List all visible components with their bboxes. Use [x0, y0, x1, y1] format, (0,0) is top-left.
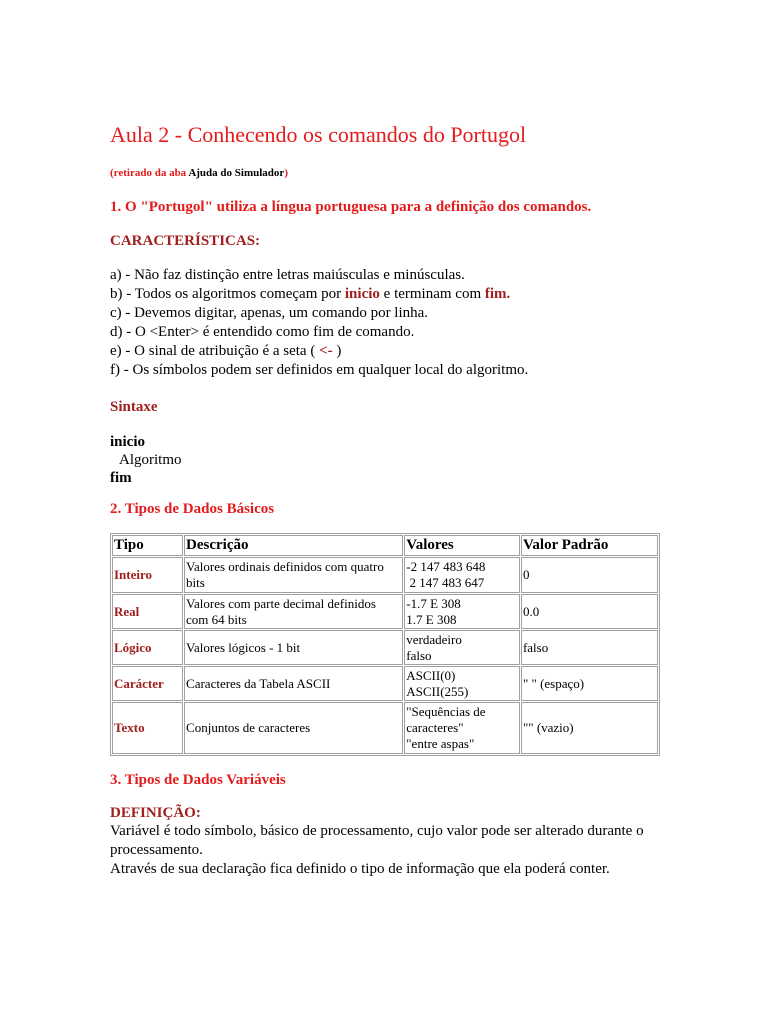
list-item: f) - Os símbolos podem ser definidos em qualquer local do algoritmo. — [110, 362, 529, 378]
list-item — [110, 342, 728, 361]
cell-valores — [404, 666, 520, 701]
cell-valores — [404, 557, 520, 593]
valor-line: 2 147 483 647 — [406, 575, 485, 590]
subtitle-prefix: (retirado da aba — [110, 167, 189, 179]
section-1-heading: 1. O "Portugol" utiliza a língua portuguesa para a definição dos comandos. — [110, 199, 592, 215]
caracteristicas-heading: CARACTERÍSTICAS: — [110, 233, 261, 249]
cell-tipo: Real — [112, 594, 183, 629]
table-header-row — [112, 535, 658, 556]
section-3-heading: 3. Tipos de Dados Variáveis — [110, 772, 286, 788]
table-row — [112, 630, 658, 665]
list-item-text: ) — [332, 343, 342, 359]
cell-valor-padrao: 0.0 — [521, 594, 658, 629]
syntax-inicio: inicio — [110, 434, 146, 450]
cell-valor-padrao: falso — [521, 630, 658, 665]
column-header-descricao: Descrição — [184, 535, 403, 556]
valor-line: "entre aspas" — [406, 736, 475, 751]
definicao-paragraph-1: Variável é todo símbolo, básico de processamento, cujo valor pode ser alterado durante o processamento. — [110, 823, 644, 858]
caracteristicas-list — [110, 266, 728, 380]
valor-line: ASCII(255) — [406, 683, 469, 699]
cell-valor-padrao: "" (vazio) — [521, 702, 658, 754]
list-item: c) - Devemos digitar, apenas, um comando por linha. — [110, 305, 429, 321]
valor-line: 1.7 E 308 — [406, 611, 457, 627]
syntax-block — [110, 433, 728, 487]
cell-valor-padrao: 0 — [521, 557, 658, 593]
subtitle — [110, 165, 728, 181]
table-row — [112, 666, 658, 701]
cell-valores — [404, 630, 520, 665]
page-title: Aula 2 - Conhecendo os comandos do Portugol — [110, 122, 527, 147]
subtitle-suffix: ) — [284, 167, 288, 179]
definicao-heading: DEFINIÇÃO: — [110, 805, 201, 821]
column-header-tipo: Tipo — [112, 535, 183, 556]
definicao-paragraph-2: Através de sua declaração fica definido o tipo de informação que ela poderá conter. — [110, 861, 610, 877]
column-header-valores: Valores — [404, 535, 520, 556]
cell-descricao: Conjuntos de caracteres — [184, 702, 403, 754]
valor-line: verdadeiro — [406, 631, 462, 647]
cell-descricao: Caracteres da Tabela ASCII — [184, 666, 403, 701]
valor-line: -2 147 483 648 — [406, 559, 486, 574]
valor-line: ASCII(0) — [406, 667, 456, 683]
list-item-text: e) - O sinal de atribuição é a seta ( — [110, 343, 320, 359]
cell-descricao: Valores com parte decimal definidos com 64 bits — [184, 594, 403, 629]
list-item: d) - O <Enter> é entendido como fim de comando. — [110, 324, 415, 340]
table-row — [112, 702, 658, 754]
list-item-text: e terminam com — [379, 286, 485, 302]
cell-valor-padrao: " " (espaço) — [521, 666, 658, 701]
syntax-algoritmo: Algoritmo — [119, 452, 182, 468]
list-item — [110, 285, 728, 304]
keyword-arrow: <- — [319, 343, 333, 359]
table-row — [112, 557, 658, 593]
cell-valores — [404, 702, 520, 754]
column-header-valor-padrao: Valor Padrão — [521, 535, 658, 556]
sintaxe-heading: Sintaxe — [110, 399, 158, 415]
cell-tipo: Carácter — [112, 666, 183, 701]
valor-line: -1.7 E 308 — [406, 595, 461, 611]
section-2-heading: 2. Tipos de Dados Básicos — [110, 501, 275, 517]
keyword-fim: fim. — [484, 286, 511, 302]
subtitle-source: Ajuda do Simulador — [188, 167, 285, 179]
syntax-fim: fim — [110, 470, 132, 486]
list-item: a) - Não faz distinção entre letras maiúsculas e minúsculas. — [110, 267, 465, 283]
valor-line: "Sequências de caracteres" — [406, 704, 486, 735]
list-item-text: b) - Todos os algoritmos começam por — [110, 286, 345, 302]
cell-descricao: Valores lógicos - 1 bit — [184, 630, 403, 665]
cell-tipo: Inteiro — [112, 557, 183, 593]
valor-line: falso — [406, 647, 432, 663]
keyword-inicio: inicio — [344, 286, 380, 302]
cell-tipo: Lógico — [112, 630, 183, 665]
cell-tipo: Texto — [112, 702, 183, 754]
table-row — [112, 594, 658, 629]
data-types-table — [110, 533, 660, 756]
cell-descricao: Valores ordinais definidos com quatro bits — [184, 557, 403, 593]
cell-valores — [404, 594, 520, 629]
